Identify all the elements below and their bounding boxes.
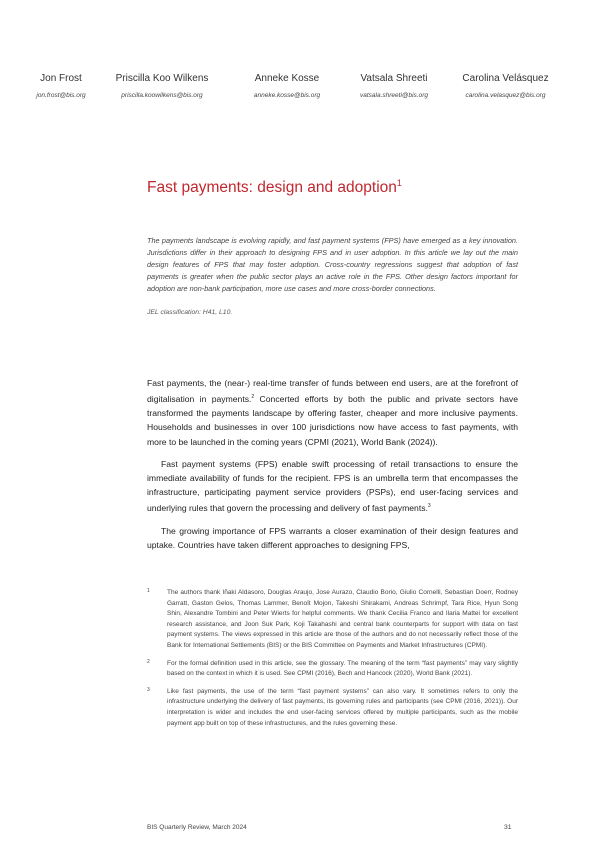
paragraph-text: Fast payments, the (near-) real-time transfer of funds between end users, are at the forefront of digitalisation in payments. bbox=[147, 378, 518, 405]
author-block bbox=[446, 72, 565, 106]
author-email[interactable]: vatsala.shreeti@bis.org bbox=[359, 92, 429, 99]
footnote bbox=[147, 687, 518, 729]
footnote-ref[interactable]: 3 bbox=[427, 503, 431, 510]
paragraph: The growing importance of FPS warrants a closer examination of their design features and uptake. Countries have taken different approaches to designing FPS, bbox=[147, 525, 518, 550]
footnote-number: 1 bbox=[147, 588, 150, 594]
author-email[interactable]: priscilla.koowilkens@bis.org bbox=[121, 92, 203, 99]
author-name: Anneke Kosse bbox=[254, 73, 320, 84]
author-block bbox=[232, 72, 342, 106]
author-email[interactable]: jon.frost@bis.org bbox=[36, 92, 86, 99]
running-footer: BIS Quarterly Review, March 2024 bbox=[147, 824, 247, 831]
author-block bbox=[92, 72, 232, 106]
footnote bbox=[147, 588, 518, 652]
footnote-number: 2 bbox=[147, 658, 150, 665]
author-name: Carolina Velásquez bbox=[462, 73, 549, 84]
paragraph bbox=[147, 376, 518, 449]
page-number: 31 bbox=[504, 824, 512, 831]
author-block bbox=[30, 72, 92, 106]
title-footnote-ref[interactable]: 1 bbox=[396, 178, 402, 188]
jel-classification: JEL classification: H41, L10. bbox=[147, 309, 233, 316]
paragraph bbox=[147, 457, 518, 516]
author-block bbox=[342, 72, 446, 106]
author-email[interactable]: carolina.velasquez@bis.org bbox=[465, 92, 546, 99]
author-email[interactable]: anneke.kosse@bis.org bbox=[253, 92, 321, 99]
abstract: The payments landscape is evolving rapidly, and fast payment systems (FPS) have emerged as a key innovation. Jurisdictions differ in their approach to designing FPS and in user adoption. In this article we lay out the main design features of FPS that may foster adoption. Cross-country regressions suggest that adoption of fast payments is greater when the public sector plays an active role in the FPS. Other design factors important for adoption are non-bank participation, more use cases and more cross-border connections. bbox=[147, 236, 518, 293]
footnote-text: For the formal definition used in this article, see the glossary. The meaning of the term “fast payments” may vary slightly based on the context in which it is used. See CPMI (2016), Bech and Hancock (2020), World Bank (2021). bbox=[167, 659, 518, 678]
footnotes bbox=[147, 588, 518, 736]
footnote-text: Like fast payments, the use of the term “fast payment systems” can also vary. It sometimes refers to only the infrastructure underlying the delivery of fast payments, its governing rules and participants (see CPMI (2016, 2021)). Our interpretation is wider and includes the end user-facing services offered by multiple participants, such as the mobile payment app built on top of these infrastructures, and the rules governing these. bbox=[167, 687, 518, 727]
footnote-text: The authors thank Iñaki Aldasoro, Douglas Araujo, Jose Aurazo, Claudio Borio, Giulio Cornelli, Sebastian Doerr, Rodney Garratt, Gaston Gelos, Thomas Lammer, Benoît Mojon, Takeshi Shirakami, Andreas Schrimpf, Tara Rice, Hyun Song Shin, Alexandre Tombini and Peter Wierts for helpful comments. We thank Cecilia Franco and Ilaria Mattei for excellent research assistance, and Joon Suk Park, Koji Takahashi and central bank counterparts for support with data on fast payment systems. The views expressed in this article are those of the authors and do not necessarily reflect those of the Bank for International Settlements (BIS) or the BIS Committee on Payments and Market Infrastructures (CPMI). bbox=[167, 589, 518, 649]
footnote-number: 3 bbox=[147, 686, 150, 693]
paragraph-text: Fast payment systems (FPS) enable swift processing of retail transactions to ensure the immediate availability of funds for the recipient. FPS is an umbrella term that encompasses the infrastructure, participating payment service providers (PSPs), end user-facing services and underlying rules that govern the processing and delivery of fast payments. bbox=[147, 458, 518, 514]
paragraph-text: Concerted efforts by both the public and private sectors have transformed the payments landscape by offering faster, cheaper and more inclusive payments. Households and businesses in over 100 jurisdictions now have access to fast payments, with more to be launched in the coming years (CPMI (2021), World Bank (2024)). bbox=[147, 394, 519, 447]
author-name: Priscilla Koo Wilkens bbox=[115, 73, 209, 84]
footnote-ref[interactable]: 2 bbox=[251, 394, 255, 401]
body-text bbox=[147, 376, 518, 560]
footnote bbox=[147, 659, 518, 680]
title-text: Fast payments: design and adoption bbox=[147, 179, 397, 197]
author-list bbox=[30, 72, 565, 106]
author-name: Jon Frost bbox=[40, 73, 82, 84]
author-name: Vatsala Shreeti bbox=[360, 73, 428, 84]
article-title bbox=[147, 178, 402, 197]
